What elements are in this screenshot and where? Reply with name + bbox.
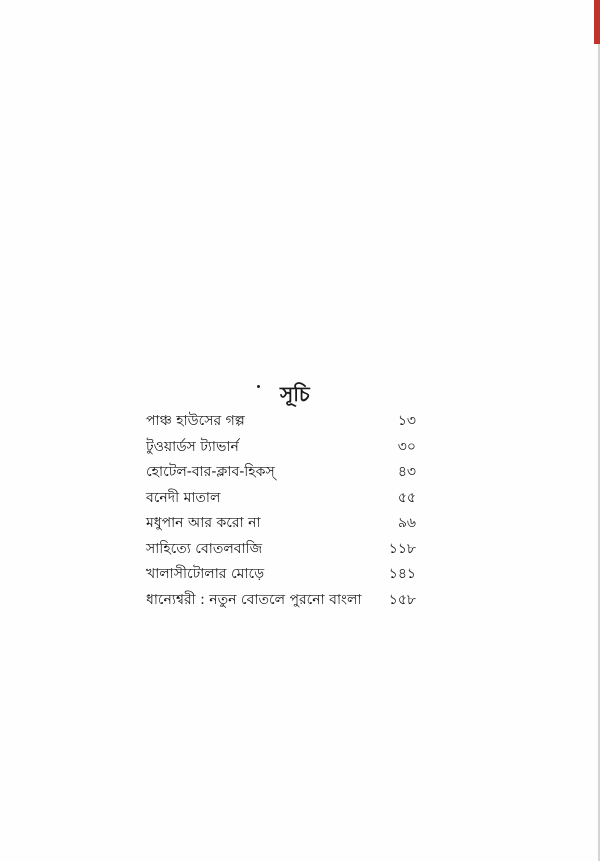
toc-row[interactable] xyxy=(146,437,416,463)
toc-row[interactable] xyxy=(146,462,416,488)
toc-entry-title: হোটেল-বার-ক্লাব-হিকস্ xyxy=(146,464,275,480)
toc-entry-page-number: ৯৬ xyxy=(397,515,416,531)
toc-row[interactable] xyxy=(146,590,416,616)
toc-entry-title: খালাসীটোলার মোড়ে xyxy=(146,566,265,582)
toc-entry-title: পাঞ্চ হাউসের গল্প xyxy=(146,413,245,429)
toc-row[interactable] xyxy=(146,513,416,539)
stray-dot-mark xyxy=(257,385,260,388)
toc-entry-page-number: ৩০ xyxy=(397,438,416,455)
toc-entry-title: বনেদী মাতাল xyxy=(146,489,221,506)
table-of-contents xyxy=(146,411,416,615)
toc-entry-page-number: ১৪১ xyxy=(388,566,416,582)
toc-row[interactable] xyxy=(146,411,416,437)
toc-entry-page-number: ১৩ xyxy=(397,413,416,429)
toc-row[interactable] xyxy=(146,488,416,514)
contents-heading: সূচি xyxy=(280,382,310,407)
toc-entry-title: টুওয়ার্ডস ট্যাভার্ন xyxy=(146,438,239,455)
red-edge-mark xyxy=(594,0,600,44)
toc-row[interactable] xyxy=(146,564,416,590)
toc-entry-title: ধান্যেশ্বরী : নতুন বোতলে পুরনো বাংলা xyxy=(146,591,362,608)
toc-entry-page-number: ১৫৮ xyxy=(388,591,416,608)
toc-entry-page-number: ১১৮ xyxy=(388,540,416,557)
toc-entry-page-number: ৪৩ xyxy=(397,464,416,480)
toc-row[interactable] xyxy=(146,539,416,565)
toc-entry-title: সাহিত্যে বোতলবাজি xyxy=(146,540,263,557)
toc-entry-page-number: ৫৫ xyxy=(397,489,416,506)
toc-entry-title: মধুপান আর করো না xyxy=(146,515,261,531)
